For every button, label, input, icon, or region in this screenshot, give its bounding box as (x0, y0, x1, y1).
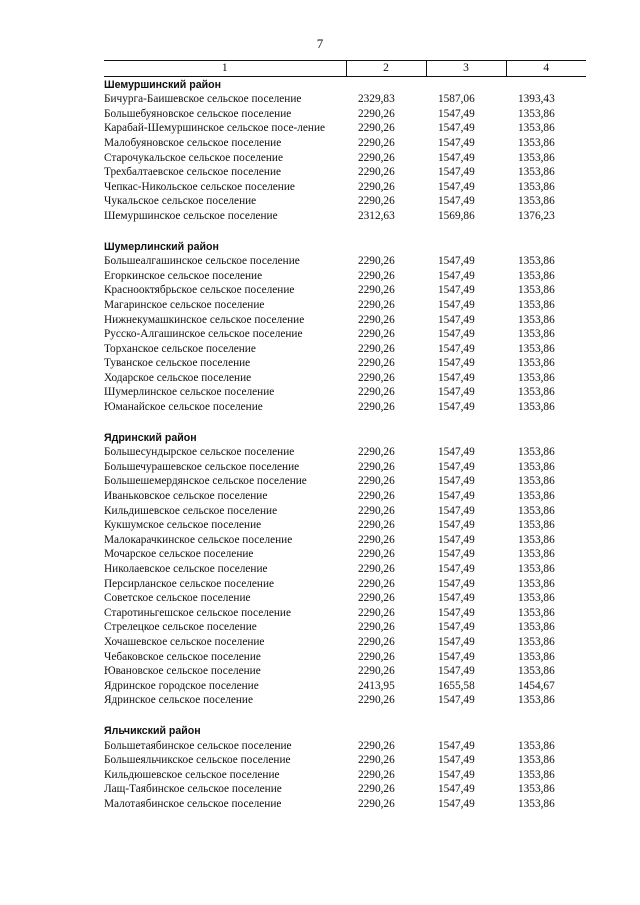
value-col-4: 1353,86 (518, 606, 555, 619)
table-row (104, 664, 586, 679)
settlement-name: Юманайское сельское поселение (104, 401, 263, 414)
value-col-3: 1547,49 (438, 298, 475, 311)
value-col-3: 1655,58 (438, 679, 475, 692)
value-col-2: 2290,26 (358, 136, 395, 149)
header-row (104, 61, 586, 77)
settlement-name: Чукальское сельское поселение (104, 195, 257, 208)
value-col-3: 1547,49 (438, 548, 475, 561)
value-col-2: 2312,63 (358, 209, 395, 222)
settlement-name: Ядринское городское поселение (104, 679, 259, 692)
value-col-4: 1353,86 (518, 166, 555, 179)
settlement-name: Карабай-Шемуршинское сельское посе-ление (104, 122, 326, 135)
table-row (104, 591, 586, 606)
settlement-name: Туванское сельское поселение (104, 357, 251, 370)
value-col-4: 1353,86 (518, 136, 555, 149)
settlement-name: Торханское сельское поселение (104, 342, 256, 355)
settlement-name: Шемуршинское сельское поселение (104, 209, 278, 222)
value-col-2: 2290,26 (358, 592, 395, 605)
value-col-4: 1353,86 (518, 446, 555, 459)
column-header-4: 4 (506, 61, 586, 77)
table-row (104, 620, 586, 635)
settlement-name: Большечурашевское сельское поселение (104, 460, 300, 473)
value-col-4: 1353,86 (518, 739, 555, 752)
table-row (104, 151, 586, 166)
settlement-name: Большебуяновское сельское поселение (104, 107, 292, 120)
table-row (104, 797, 586, 812)
district-row (104, 76, 586, 92)
value-col-3: 1547,49 (438, 180, 475, 193)
value-col-3: 1547,49 (438, 504, 475, 517)
settlement-name: Бичурга-Баишевское сельское поселение (104, 93, 302, 106)
value-col-2: 2290,26 (358, 504, 395, 517)
spacer-cell (104, 415, 586, 430)
value-col-4: 1353,86 (518, 107, 555, 120)
value-col-2: 2290,26 (358, 313, 395, 326)
value-col-3: 1547,49 (438, 446, 475, 459)
settlement-name: Чепкас-Никольское сельское поселение (104, 180, 295, 193)
page-number: 7 (316, 36, 324, 51)
settlement-name: Кильдюшевское сельское поселение (104, 768, 280, 781)
value-col-2: 2290,26 (358, 754, 395, 767)
table-row (104, 254, 586, 269)
value-col-2: 2290,26 (358, 490, 395, 503)
value-col-3: 1547,49 (438, 107, 475, 120)
value-col-3: 1547,49 (438, 475, 475, 488)
table-row (104, 327, 586, 342)
settlement-name: Малокарачкинское сельское поселение (104, 533, 293, 546)
section-spacer (104, 415, 586, 430)
district-title: Ядринский район (104, 431, 197, 444)
value-col-2: 2290,26 (358, 357, 395, 370)
value-col-2: 2290,26 (358, 475, 395, 488)
value-col-3: 1547,49 (438, 606, 475, 619)
value-col-4: 1353,86 (518, 328, 555, 341)
value-col-2: 2329,83 (358, 93, 395, 106)
value-col-3: 1547,49 (438, 401, 475, 414)
table-row (104, 313, 586, 328)
value-col-3: 1547,49 (438, 166, 475, 179)
value-col-4: 1376,23 (518, 209, 555, 222)
district-title: Шумерлинский район (104, 240, 219, 253)
value-col-3: 1547,49 (438, 621, 475, 634)
settlement-name: Трехбалтаевское сельское поселение (104, 166, 282, 179)
value-col-3: 1547,49 (438, 313, 475, 326)
value-col-4: 1353,86 (518, 284, 555, 297)
value-col-3: 1547,49 (438, 519, 475, 532)
table-row (104, 342, 586, 357)
value-col-2: 2290,26 (358, 401, 395, 414)
table-row (104, 739, 586, 754)
settlement-name: Русско-Алгашинское сельское поселение (104, 328, 303, 341)
value-col-3: 1547,49 (438, 269, 475, 282)
value-col-4: 1353,86 (518, 313, 555, 326)
value-col-2: 2290,26 (358, 371, 395, 384)
table-row (104, 400, 586, 415)
settlement-name: Большетаябинское сельское поселение (104, 739, 292, 752)
value-col-4: 1353,86 (518, 548, 555, 561)
tariff-table (104, 60, 586, 812)
value-col-4: 1353,86 (518, 797, 555, 810)
value-col-2: 2290,26 (358, 122, 395, 135)
district-row (104, 723, 586, 739)
district-row (104, 239, 586, 255)
table-row (104, 635, 586, 650)
value-col-2: 2290,26 (358, 650, 395, 663)
value-col-3: 1547,49 (438, 195, 475, 208)
table-row (104, 577, 586, 592)
value-col-2: 2290,26 (358, 342, 395, 355)
value-col-4: 1353,86 (518, 592, 555, 605)
settlement-name: Большеяльчикское сельское поселение (104, 754, 291, 767)
settlement-name: Егоркинское сельское поселение (104, 269, 263, 282)
settlement-name: Старочукальское сельское поселение (104, 151, 283, 164)
value-col-4: 1353,86 (518, 490, 555, 503)
settlement-name: Кукшумское сельское поселение (104, 519, 262, 532)
value-col-2: 2290,26 (358, 694, 395, 707)
settlement-name: Советское сельское поселение (104, 592, 251, 605)
value-col-2: 2290,26 (358, 328, 395, 341)
value-col-4: 1353,86 (518, 635, 555, 648)
table-row (104, 269, 586, 284)
value-col-2: 2290,26 (358, 797, 395, 810)
settlement-name: Малобуяновское сельское поселение (104, 136, 282, 149)
value-col-2: 2290,26 (358, 563, 395, 575)
value-col-4: 1353,86 (518, 180, 555, 193)
settlement-name: Нижнекумашкинское сельское поселение (104, 313, 305, 326)
table-row (104, 547, 586, 562)
table-row (104, 768, 586, 783)
table-row (104, 533, 586, 548)
value-col-2: 2413,95 (358, 679, 395, 692)
value-col-2: 2290,26 (358, 621, 395, 634)
settlement-name: Иваньковское сельское поселение (104, 490, 268, 503)
value-col-4: 1353,86 (518, 195, 555, 208)
value-col-4: 1353,86 (518, 563, 555, 575)
table-row (104, 283, 586, 298)
table-header (104, 61, 586, 77)
table-row (104, 194, 586, 209)
settlement-name: Старотиньгешское сельское поселение (104, 606, 291, 619)
value-col-2: 2290,26 (358, 386, 395, 399)
value-col-3: 1587,06 (438, 93, 475, 106)
district-title: Шемуршинский район (104, 78, 221, 91)
column-header-3: 3 (426, 61, 506, 77)
value-col-2: 2290,26 (358, 519, 395, 532)
settlement-name: Хочашевское сельское поселение (104, 635, 265, 648)
table-row (104, 782, 586, 797)
value-col-2: 2290,26 (358, 180, 395, 193)
table-row (104, 371, 586, 386)
value-col-4: 1353,86 (518, 371, 555, 384)
table-row (104, 518, 586, 533)
value-col-2: 2290,26 (358, 284, 395, 297)
value-col-3: 1547,49 (438, 490, 475, 503)
district-row (104, 430, 586, 446)
settlement-name: Ходарское сельское поселение (104, 371, 252, 384)
value-col-2: 2290,26 (358, 107, 395, 120)
value-col-4: 1353,86 (518, 460, 555, 473)
section-spacer (104, 708, 586, 723)
section-spacer (104, 224, 586, 239)
value-col-4: 1353,86 (518, 357, 555, 370)
value-col-2: 2290,26 (358, 783, 395, 796)
settlement-name: Лащ-Таябинское сельское поселение (104, 783, 282, 796)
value-col-4: 1353,86 (518, 386, 555, 399)
district-title: Яльчикский район (104, 724, 201, 737)
settlement-name: Николаевское сельское поселение (104, 563, 268, 575)
settlement-name: Персирланское сельское поселение (104, 577, 275, 590)
value-col-2: 2290,26 (358, 768, 395, 781)
value-col-3: 1547,49 (438, 592, 475, 605)
table-row (104, 298, 586, 313)
table-row (104, 136, 586, 151)
value-col-2: 2290,26 (358, 606, 395, 619)
settlement-name: Большеалгашинское сельское поселение (104, 255, 300, 268)
value-col-3: 1547,49 (438, 371, 475, 384)
value-col-2: 2290,26 (358, 635, 395, 648)
settlement-name: Большешемердянское сельское поселение (104, 475, 307, 488)
value-col-3: 1547,49 (438, 136, 475, 149)
settlement-name: Шумерлинское сельское поселение (104, 386, 275, 399)
value-col-4: 1353,86 (518, 783, 555, 796)
value-col-4: 1353,86 (518, 475, 555, 488)
value-col-3: 1547,49 (438, 665, 475, 678)
spacer-cell (104, 224, 586, 239)
value-col-3: 1547,49 (438, 460, 475, 473)
value-col-4: 1393,43 (518, 93, 555, 106)
value-col-3: 1547,49 (438, 577, 475, 590)
value-col-4: 1454,67 (518, 679, 555, 692)
value-col-3: 1547,49 (438, 797, 475, 810)
table-row (104, 121, 586, 136)
value-col-3: 1547,49 (438, 255, 475, 268)
value-col-4: 1353,86 (518, 519, 555, 532)
value-col-3: 1547,49 (438, 650, 475, 663)
table-row (104, 445, 586, 460)
value-col-3: 1547,49 (438, 739, 475, 752)
value-col-2: 2290,26 (358, 269, 395, 282)
table-row (104, 489, 586, 504)
table-row (104, 92, 586, 107)
value-col-4: 1353,86 (518, 694, 555, 707)
settlement-name: Краснооктябрьское сельское поселение (104, 284, 295, 297)
value-col-3: 1547,49 (438, 328, 475, 341)
value-col-4: 1353,86 (518, 122, 555, 135)
table-row (104, 679, 586, 694)
table-row (104, 385, 586, 400)
table-row (104, 562, 586, 577)
value-col-2: 2290,26 (358, 298, 395, 311)
value-col-2: 2290,26 (358, 577, 395, 590)
value-col-4: 1353,86 (518, 401, 555, 414)
value-col-2: 2290,26 (358, 166, 395, 179)
table-row (104, 753, 586, 768)
settlement-name: Стрелецкое сельское поселение (104, 621, 257, 634)
value-col-2: 2290,26 (358, 460, 395, 473)
value-col-3: 1547,49 (438, 783, 475, 796)
table-row (104, 650, 586, 665)
value-col-2: 2290,26 (358, 151, 395, 164)
value-col-2: 2290,26 (358, 255, 395, 268)
value-col-2: 2290,26 (358, 533, 395, 546)
table-row (104, 504, 586, 519)
value-col-4: 1353,86 (518, 269, 555, 282)
table-row (104, 474, 586, 489)
value-col-3: 1547,49 (438, 342, 475, 355)
value-col-3: 1547,49 (438, 694, 475, 707)
value-col-4: 1353,86 (518, 533, 555, 546)
settlement-name: Кильдишевское сельское поселение (104, 504, 278, 517)
value-col-3: 1547,49 (438, 533, 475, 546)
spacer-cell (104, 708, 586, 723)
value-col-3: 1547,49 (438, 151, 475, 164)
table-row (104, 209, 586, 224)
value-col-4: 1353,86 (518, 665, 555, 678)
column-header-2: 2 (346, 61, 426, 77)
value-col-3: 1547,49 (438, 386, 475, 399)
value-col-4: 1353,86 (518, 504, 555, 517)
value-col-2: 2290,26 (358, 665, 395, 678)
value-col-3: 1547,49 (438, 284, 475, 297)
value-col-2: 2290,26 (358, 195, 395, 208)
value-col-4: 1353,86 (518, 650, 555, 663)
table-row (104, 460, 586, 475)
settlement-name: Магаринское сельское поселение (104, 298, 265, 311)
value-col-2: 2290,26 (358, 548, 395, 561)
table-row (104, 180, 586, 195)
value-col-3: 1547,49 (438, 635, 475, 648)
settlement-name: Чебаковское сельское поселение (104, 650, 261, 663)
value-col-3: 1569,86 (438, 209, 475, 222)
value-col-3: 1547,49 (438, 768, 475, 781)
table-body (104, 76, 586, 811)
value-col-3: 1547,49 (438, 357, 475, 370)
settlement-name: Ядринское сельское поселение (104, 694, 253, 707)
table-row (104, 165, 586, 180)
settlement-name: Ювановское сельское поселение (104, 665, 261, 678)
value-col-4: 1353,86 (518, 151, 555, 164)
value-col-3: 1547,49 (438, 563, 475, 575)
value-col-2: 2290,26 (358, 446, 395, 459)
table-row (104, 107, 586, 122)
table-row (104, 356, 586, 371)
value-col-4: 1353,86 (518, 621, 555, 634)
value-col-4: 1353,86 (518, 577, 555, 590)
table-row (104, 693, 586, 708)
settlement-name: Малотаябинское сельское поселение (104, 797, 282, 810)
value-col-4: 1353,86 (518, 342, 555, 355)
settlement-name: Мочарское сельское поселение (104, 548, 254, 561)
table-row (104, 606, 586, 621)
column-header-1: 1 (104, 61, 346, 77)
value-col-4: 1353,86 (518, 298, 555, 311)
value-col-3: 1547,49 (438, 754, 475, 767)
value-col-4: 1353,86 (518, 768, 555, 781)
value-col-2: 2290,26 (358, 739, 395, 752)
settlement-name: Большесундырское сельское поселение (104, 446, 295, 459)
value-col-3: 1547,49 (438, 122, 475, 135)
value-col-4: 1353,86 (518, 754, 555, 767)
value-col-4: 1353,86 (518, 255, 555, 268)
